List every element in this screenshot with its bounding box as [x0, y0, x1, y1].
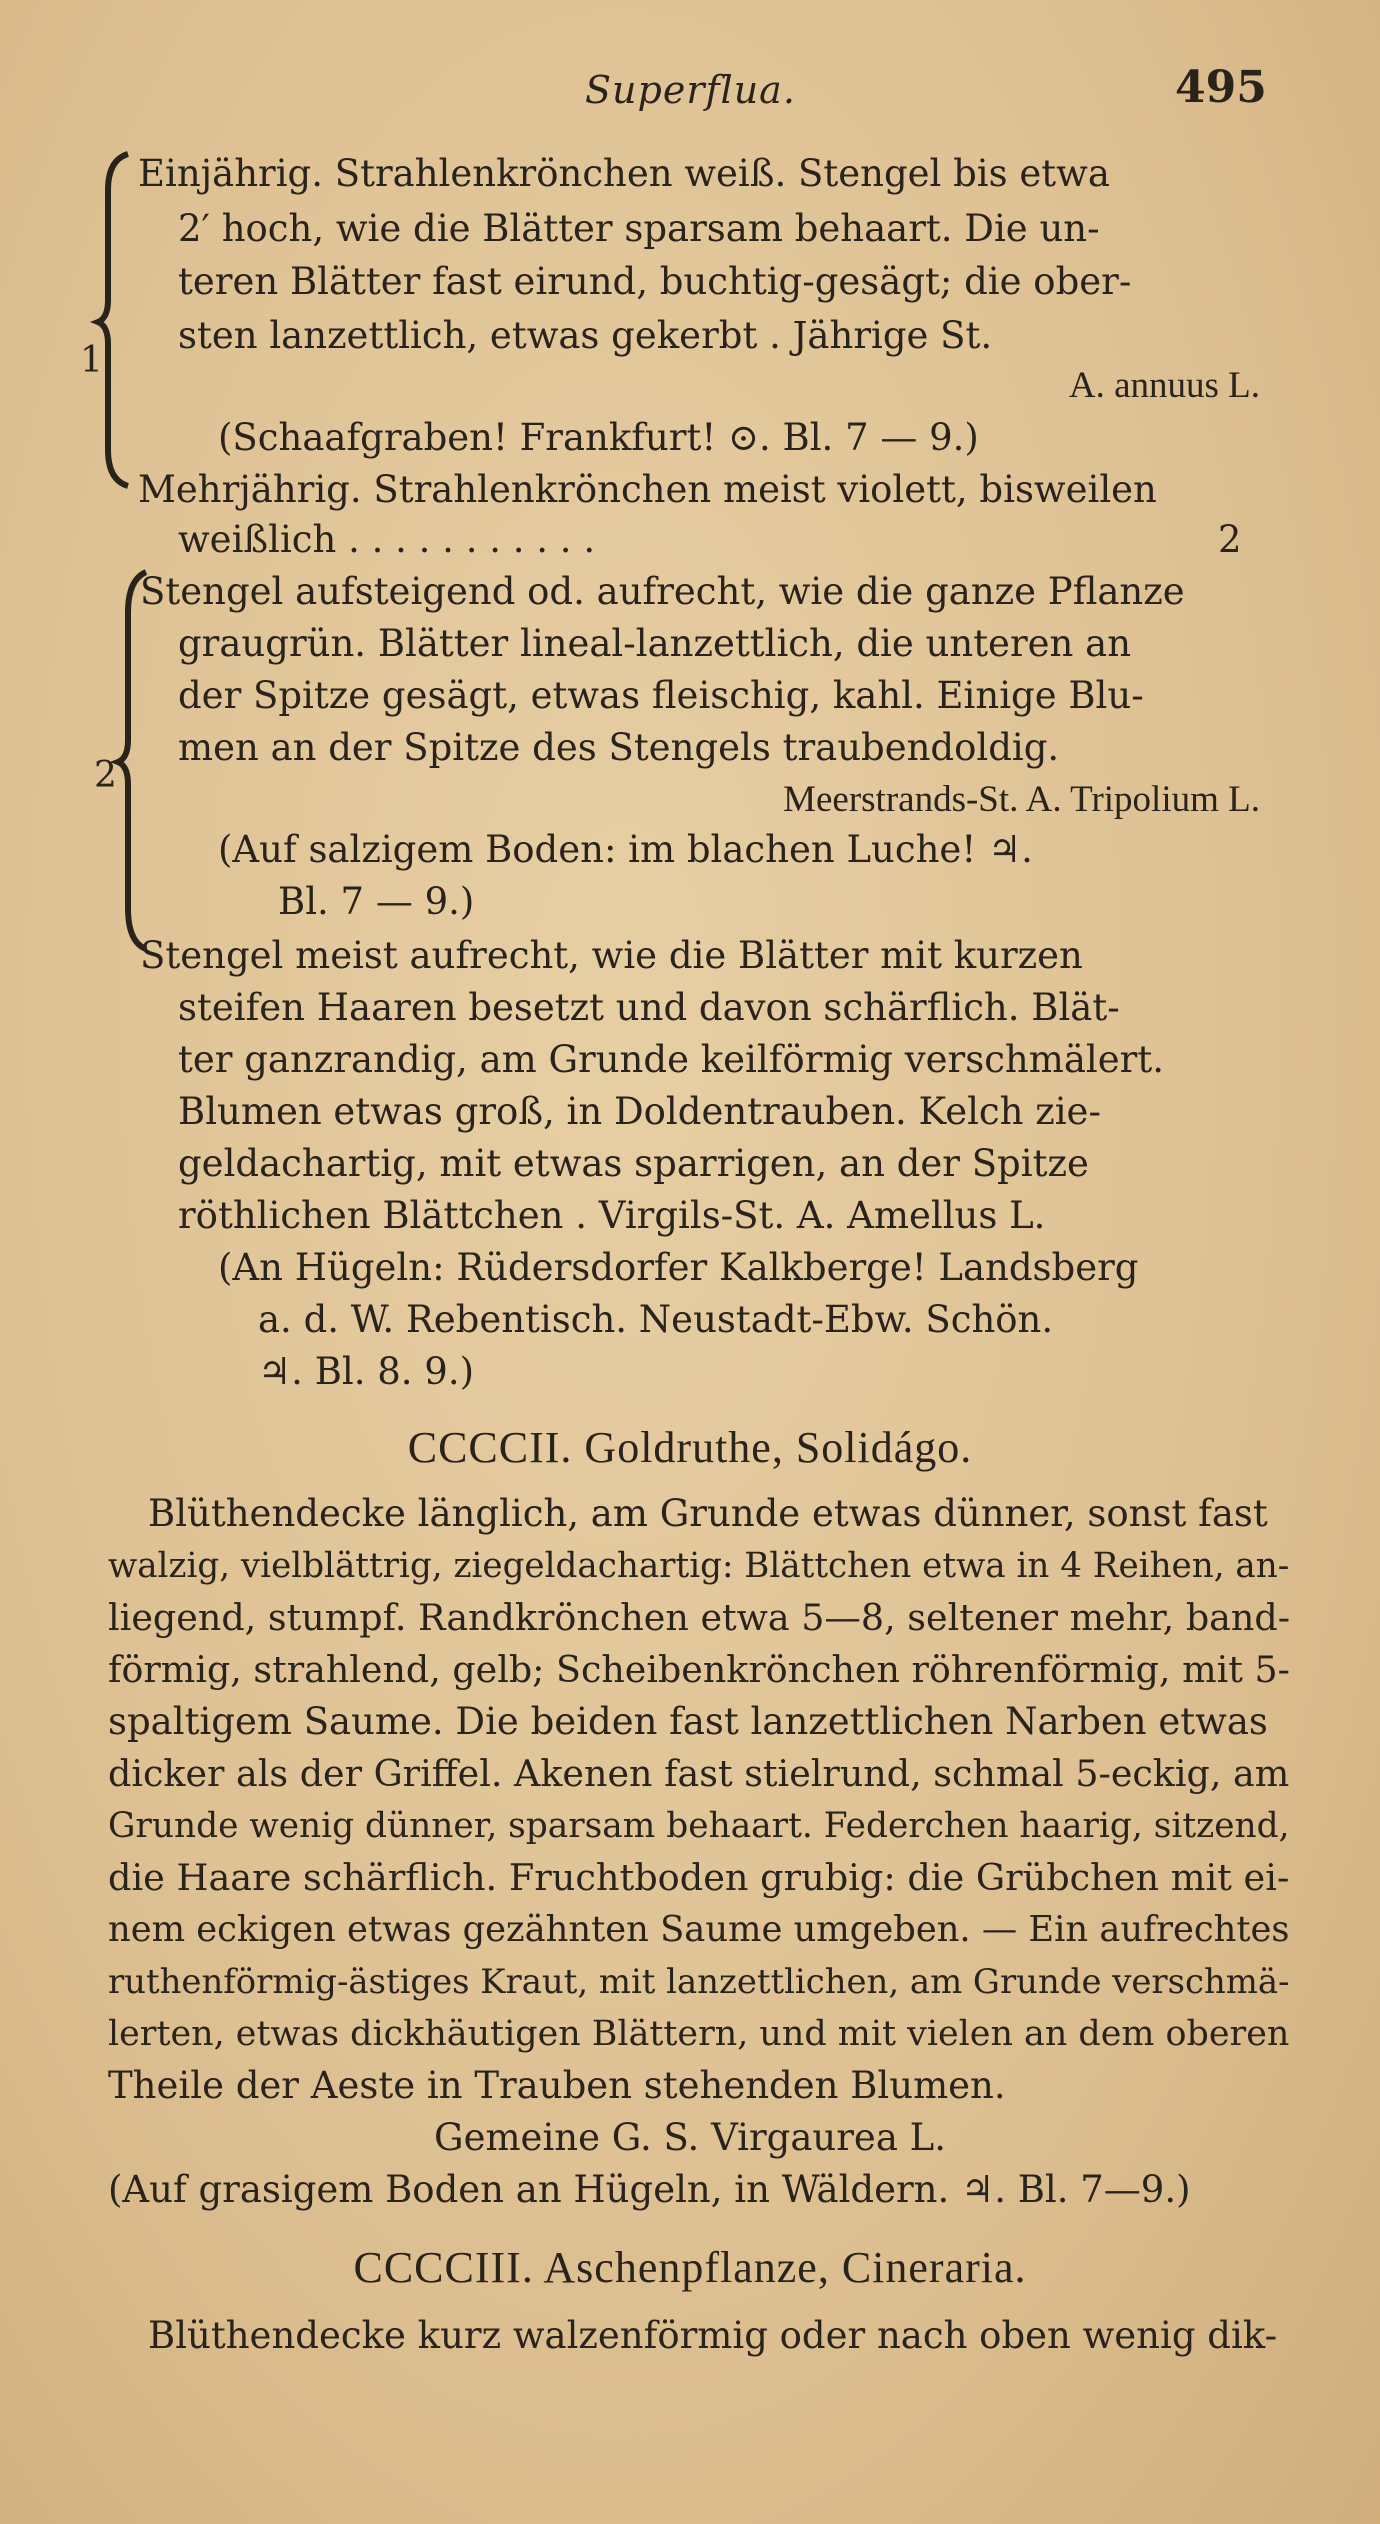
- key1-a-line: sten lanzettlich, etwas gekerbt . Jährige St.: [178, 314, 993, 357]
- key2-a-name: Meerstrands-St. A. Tripolium L.: [783, 779, 1260, 820]
- key2-b-locality: a. d. W. Rebentisch. Neustadt-Ebw. Schön.: [258, 1298, 1054, 1341]
- key1-b-line: Mehrjährig. Strahlenkrönchen meist violett, bisweilen: [138, 468, 1157, 511]
- key2-a-line: graugrün. Blätter lineal-lanzettlich, die unteren an: [178, 622, 1132, 665]
- key2-b-line: steifen Haaren besetzt und davon schärflich. Blät-: [178, 986, 1120, 1029]
- key2-b-locality: ♃. Bl. 8. 9.): [258, 1350, 475, 1393]
- genus-body-line: die Haare schärflich. Fruchtboden grubig: die Grübchen mit ei-: [108, 1856, 1290, 1899]
- key2-b-locality: (An Hügeln: Rüdersdorfer Kalkberge! Landsberg: [218, 1246, 1139, 1289]
- key2-a-line: der Spitze gesägt, etwas fleischig, kahl. Einige Blu-: [178, 674, 1144, 717]
- key2-a-line: men an der Spitze des Stengels traubendoldig.: [178, 726, 1060, 769]
- key1-b-line: weißlich . . . . . . . . . . .: [178, 518, 596, 561]
- genus-body-line: Blüthendecke länglich, am Grunde etwas dünner, sonst fast: [148, 1492, 1268, 1535]
- page-number: 495: [1175, 62, 1267, 113]
- genus-body-line: lerten, etwas dickhäutigen Blättern, und mit vielen an dem oberen: [108, 2014, 1290, 2054]
- key1-a-line: teren Blätter fast eirund, buchtig-gesägt; die ober-: [178, 260, 1132, 303]
- key2-b-line: Stengel meist aufrecht, wie die Blätter mit kurzen: [140, 934, 1083, 977]
- key1-a-line: Einjährig. Strahlenkrönchen weiß. Stengel bis etwa: [138, 152, 1110, 195]
- brace-1: [100, 150, 130, 490]
- genus-body-line: liegend, stumpf. Randkrönchen etwa 5—8, seltener mehr, band-: [108, 1596, 1291, 1639]
- genus-body-line: ruthenförmig-ästiges Kraut, mit lanzettlichen, am Grunde verschmä-: [108, 1962, 1290, 2001]
- genus-heading: CCCCII. Goldruthe, Solidágo.: [407, 1423, 973, 1472]
- key1-a-locality: (Schaafgraben! Frankfurt! ⊙. Bl. 7 — 9.): [218, 416, 979, 459]
- brace-2: [118, 568, 148, 953]
- genus-locality: (Auf grasigem Boden an Hügeln, in Wäldern. ♃. Bl. 7—9.): [108, 2168, 1191, 2211]
- genus-body-line: förmig, strahlend, gelb; Scheibenkrönchen röhrenförmig, mit 5-: [108, 1648, 1290, 1691]
- key2-b-line: Blumen etwas groß, in Doldentrauben. Kelch zie-: [178, 1090, 1101, 1133]
- genus-body-line: nem eckigen etwas gezähnten Saume umgeben. — Ein aufrechtes: [108, 1909, 1290, 1950]
- key1-b-lead: 2: [1218, 518, 1242, 561]
- key2-a-locality: (Auf salzigem Boden: im blachen Luche! ♃.: [218, 828, 1033, 871]
- running-title: Superflua.: [585, 68, 796, 112]
- key2-b-line: geldachartig, mit etwas sparrigen, an der Spitze: [178, 1142, 1089, 1185]
- key2-a-line: Stengel aufsteigend od. aufrecht, wie die ganze Pflanze: [140, 570, 1185, 613]
- genus-body-line: walzig, vielblättrig, ziegeldachartig: Blättchen etwa in 4 Reihen, an-: [108, 1546, 1290, 1586]
- key1-a-species: A. annuus L.: [1068, 365, 1260, 406]
- page-header: [0, 62, 1380, 122]
- genus-body-line: Blüthendecke kurz walzenförmig oder nach oben wenig dik-: [148, 2314, 1278, 2357]
- key2-b-line: röthlichen Blättchen . Virgils-St. A. Amellus L.: [178, 1194, 1046, 1237]
- key2-b-line: ter ganzrandig, am Grunde keilförmig verschmälert.: [178, 1038, 1164, 1081]
- key2-a-locality: Bl. 7 — 9.): [278, 880, 475, 923]
- key1-a-line: 2′ hoch, wie die Blätter sparsam behaart. Die un-: [178, 207, 1100, 250]
- genus-body-line: Theile der Aeste in Trauben stehenden Blumen.: [108, 2064, 1006, 2107]
- key-number-2: 2: [94, 755, 117, 796]
- genus-heading: CCCCIII. Aschenpflanze, Cineraria.: [353, 2243, 1027, 2292]
- key-number-1: 1: [80, 340, 103, 381]
- genus-species: Gemeine G. S. Virgaurea L.: [434, 2116, 946, 2159]
- genus-body-line: Grunde wenig dünner, sparsam behaart. Federchen haarig, sitzend,: [108, 1806, 1290, 1846]
- genus-body-line: dicker als der Griffel. Akenen fast stielrund, schmal 5-eckig, am: [108, 1752, 1290, 1795]
- genus-body-line: spaltigem Saume. Die beiden fast lanzettlichen Narben etwas: [108, 1700, 1268, 1743]
